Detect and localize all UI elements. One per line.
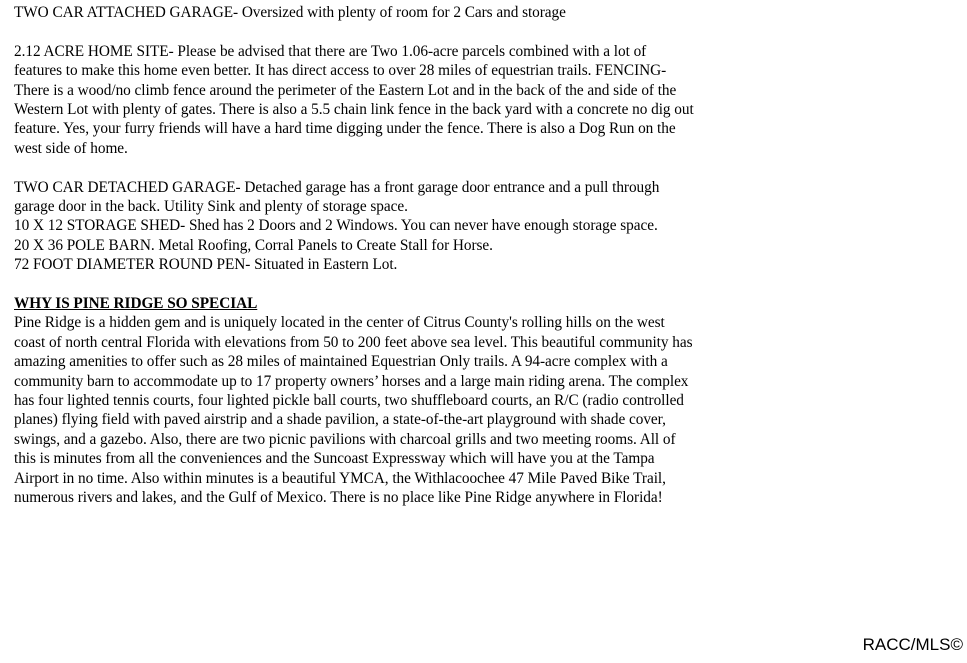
mls-credit: RACC/MLS© (862, 635, 963, 654)
paragraph-spacer (14, 275, 774, 294)
pine-ridge-paragraph: Pine Ridge is a hidden gem and is uniquely located in the center of Citrus County's rolling hills on the west coast of north central Florida with elevations from 50 to 200 feet above sea level. This beautiful community has amazing amenities to offer such as 28 miles of maintained Equestrian Only trails. A 94-acre complex with a community barn to accommodate up to 17 property owners’ horses and a large main riding arena. The complex has four lighted tennis courts, four lighted pickle ball courts, two shuffleboard courts, an R/C (radio controlled planes) flying field with paved airstrip and a shade pavilion, a state-of-the-art playground with shade cover, swings, and a gazebo. Also, there are two picnic pavilions with charcoal grills and two meeting rooms. All of this is minutes from all the conveniences and the Suncoast Expressway which will have you at the Tampa Airport in no time. Also within minutes is a beautiful YMCA, the Withlacoochee 47 Mile Paved Bike Trail, numerous rivers and lakes, and the Gulf of Mexico. There is no place like Pine Ridge anywhere in Florida! (14, 314, 693, 507)
section-heading: WHY IS PINE RIDGE SO SPECIAL (14, 295, 258, 313)
home-site-paragraph: 2.12 ACRE HOME SITE- Please be advised that there are Two 1.06-acre parcels combined with a lot of features to make this home even better. It has direct access to over 28 miles of equestrian trails. FENCING- There is a wood/no climb fence around the perimeter of the Eastern Lot and in the back of the and side of the Western Lot with plenty of gates. There is also a 5.5 chain link fence in the back yard with a concrete no dig out feature. Yes, your furry friends will have a hard time digging under the fence. There is also a Dog Run on the west side of home. (14, 42, 694, 157)
round-pen-line: 72 FOOT DIAMETER ROUND PEN- Situated in Eastern Lot. (14, 256, 398, 274)
storage-shed-line: 10 X 12 STORAGE SHED- Shed has 2 Doors and 2 Windows. You can never have enough storage space. (14, 217, 658, 235)
detached-garage-paragraph: TWO CAR DETACHED GARAGE- Detached garage has a front garage door entrance and a pull through garage door in the back. Utility Sink and plenty of storage space. (14, 178, 660, 216)
paragraph-spacer (14, 158, 774, 177)
pole-barn-line: 20 X 36 POLE BARN. Metal Roofing, Corral Panels to Create Stall for Horse. (14, 236, 493, 254)
listing-remarks-document (14, 3, 774, 508)
attached-garage-paragraph: TWO CAR ATTACHED GARAGE- Oversized with plenty of room for 2 Cars and storage (14, 4, 566, 21)
paragraph-spacer (14, 22, 774, 41)
